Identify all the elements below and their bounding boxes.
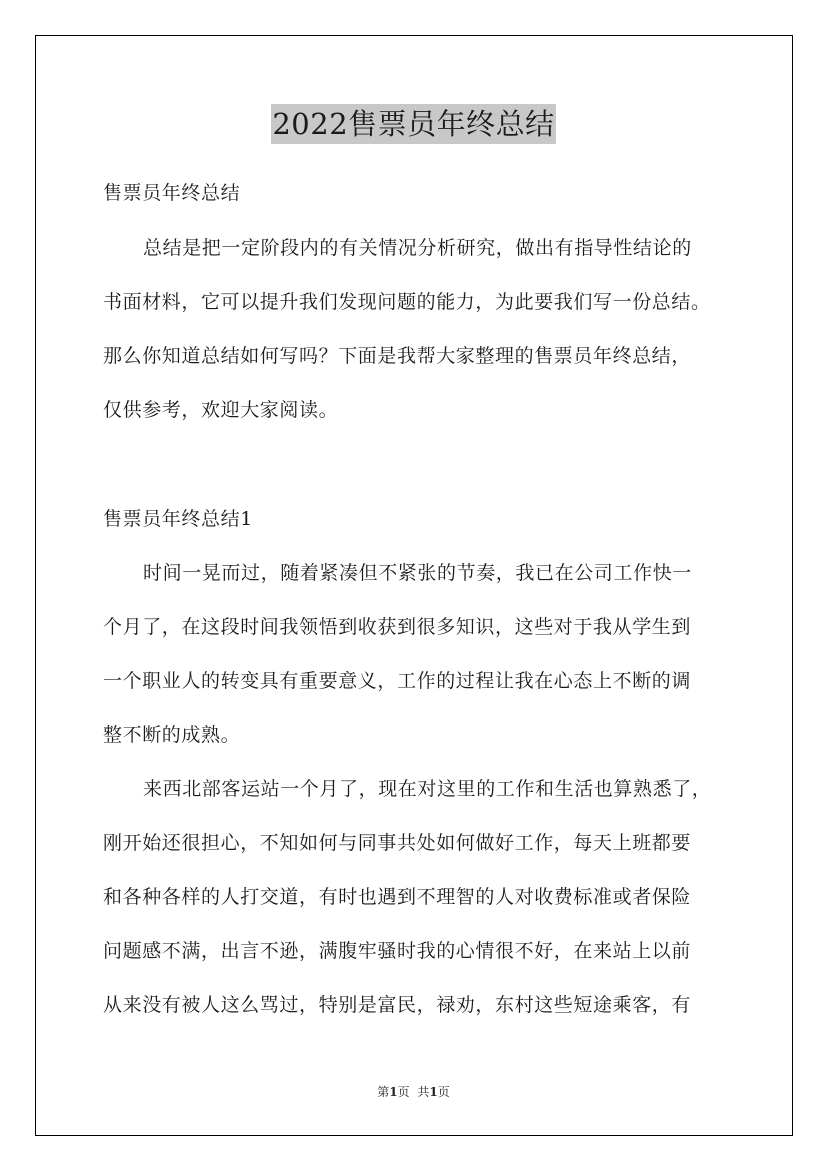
paragraph-line: 从来没有被人这么骂过，特别是富民，禄劝，东村这些短途乘客，有 <box>103 994 692 1016</box>
document-title: 2022售票员年终总结 <box>271 104 555 144</box>
footer-page-prefix: 第 <box>377 1085 390 1099</box>
paragraph-line: 整不断的成熟。 <box>103 724 241 746</box>
paragraph-line: 时间一晃而过，随着紧凑但不紧张的节奏，我已在公司工作快一 <box>143 562 692 584</box>
paragraph-line: 问题感不满，出言不逊，满腹牢骚时我的心情很不好，在来站上以前 <box>103 940 692 962</box>
paragraph-line: 个月了，在这段时间我领悟到收获到很多知识，这些对于我从学生到 <box>103 616 692 638</box>
paragraph-line: 和各种各样的人打交道，有时也遇到不理智的人对收费标准或者保险 <box>103 886 692 908</box>
page-footer <box>0 1084 827 1100</box>
paragraph-line: 仅供参考，欢迎大家阅读。 <box>103 399 339 421</box>
footer-total-suffix: 页 <box>437 1085 450 1099</box>
section-heading: 售票员年终总结 <box>103 182 241 204</box>
paragraph-line: 书面材料，它可以提升我们发现问题的能力，为此要我们写一份总结。 <box>103 291 711 313</box>
footer-total-prefix: 共 <box>417 1085 430 1099</box>
paragraph-line: 那么你知道总结如何写吗？下面是我帮大家整理的售票员年终总结， <box>103 345 692 367</box>
title-wrap <box>0 104 827 144</box>
footer-page-suffix: 页 <box>397 1085 410 1099</box>
paragraph-line: 刚开始还很担心，不知如何与同事共处如何做好工作，每天上班都要 <box>103 832 692 854</box>
paragraph-line: 一个职业人的转变具有重要意义，工作的过程让我在心态上不断的调 <box>103 670 692 692</box>
footer-page-number: 1 <box>389 1085 398 1099</box>
paragraph-line: 来西北部客运站一个月了，现在对这里的工作和生活也算熟悉了， <box>143 778 712 800</box>
section-heading: 售票员年终总结1 <box>103 508 253 530</box>
footer-total-number: 1 <box>429 1085 438 1099</box>
paragraph-line: 总结是把一定阶段内的有关情况分析研究，做出有指导性结论的 <box>143 237 692 259</box>
